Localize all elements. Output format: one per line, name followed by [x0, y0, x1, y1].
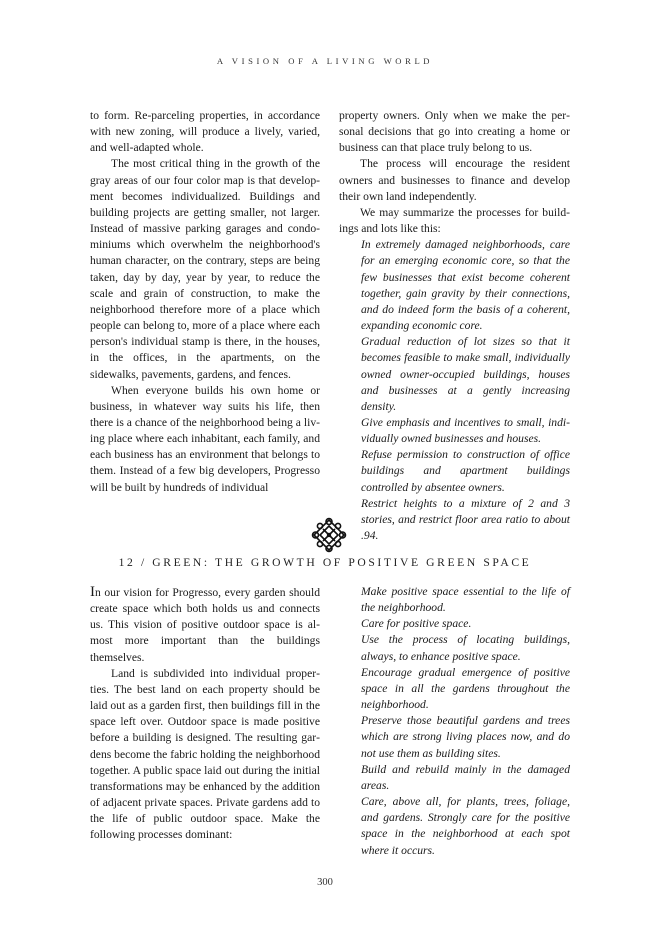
- list-item: Refuse permission to construction of office buildings and apartment buildings controlled by absentee owners.: [361, 448, 570, 494]
- list-item: Build and rebuild mainly in the damaged areas.: [361, 762, 570, 792]
- drop-cap: I: [90, 584, 95, 600]
- section-heading: 12 / GREEN: THE GROWTH OF POSITIVE GREEN SPACE: [118, 556, 532, 569]
- celtic-knot-ornament-icon: [311, 517, 347, 553]
- bottom-left-column: [90, 584, 320, 844]
- bottom-right-column: [361, 584, 570, 859]
- paragraph: When everyone builds his own home or business, in whatever way suits his life, then there is a chance of the neighborhood being a living place where each inhabitant, each family, and each business has an environment that belongs to them. Instead of a few big developers, Progresso will be built by hundreds of individual: [90, 383, 320, 494]
- list-item: Encourage gradual emergence of positive space in all the gardens throughout the neighborhood.: [361, 665, 570, 712]
- paragraph: We may summarize the processes for buildings and lots like this:: [339, 205, 570, 236]
- list-item: Preserve those beautiful gardens and trees which are strong living places now, and do not use them as building sites.: [361, 714, 570, 760]
- top-right-column: [339, 108, 570, 544]
- list-item: Give emphasis and incentives to small, individually owned businesses and houses.: [361, 415, 570, 446]
- running-head: A VISION OF A LIVING WORLD: [216, 56, 434, 66]
- paragraph: Land is subdivided into individual properties. The best land on each property should be laid out as a garden first, then buildings fill in the space left over. Outdoor space is made positive before a building is designed. The resulting gardens become the fabric holding the neighborhood together. A public space laid out during the initial transformations may be enhanced by the addition of adjacent private spaces. Private gardens add to the life of public outdoor space. Make the following processes dominant:: [90, 666, 320, 842]
- paragraph: The most critical thing in the growth of the gray areas of our four color map is that development becomes individualized. Buildings and building projects are getting smaller, not larger. Instead of massive parking garages and condominiums which overwhelm the neighborhood's human character, on the contrary, steps are being taken, day by day, year by year, to reduce the scale and grain of construction, to make the neighborhood therefore more of a place which people can belong to, more of a place where each person's individual stamp is there, in the houses, in the offices, in the apartments, on the sidewalks, pavements, gardens, and fences.: [90, 157, 320, 381]
- list-item: In extremely damaged neighborhoods, care for an emerging economic core, so that the few businesses that exist become coherent together, gain gravity by their connections, and do indeed form the basis of a coherent, expanding economic core.: [361, 238, 570, 333]
- list-item: Use the process of locating buildings, always, to enhance positive space.: [361, 633, 570, 663]
- paragraph: [90, 584, 320, 666]
- list-item: Restrict heights to a mixture of 2 and 3 stories, and restrict floor area ratio to about .94.: [361, 496, 570, 543]
- process-list: [339, 237, 570, 544]
- list-item: Gradual reduction of lot sizes so that it becomes feasible to make small, individually owned owner-occupied buildings, houses and businesses at a gently increasing density.: [361, 335, 570, 413]
- page-number: 300: [317, 877, 333, 888]
- paragraph: The process will encourage the resident owners and businesses to finance and develop their own land independently.: [339, 157, 570, 203]
- top-left-column: [90, 108, 320, 496]
- paragraph: to form. Re-parceling properties, in accordance with new zoning, will produce a lively, varied, and well-adapted whole.: [90, 109, 320, 155]
- list-item: Make positive space essential to the life of the neighborhood.: [361, 585, 570, 615]
- list-item: Care for positive space.: [361, 617, 472, 631]
- list-item: Care, above all, for plants, trees, foliage, and gardens. Strongly care for the positive space in the neighborhood at each spot where it occurs.: [361, 795, 570, 857]
- paragraph: property owners. Only when we make the personal decisions that go into creating a home or business can that place truly belong to us.: [339, 109, 570, 155]
- paragraph-text: n our vision for Progresso, every garden should create space which both holds us and connects us. This vision of positive outdoor space is almost more important than the buildings themselves.: [90, 586, 320, 664]
